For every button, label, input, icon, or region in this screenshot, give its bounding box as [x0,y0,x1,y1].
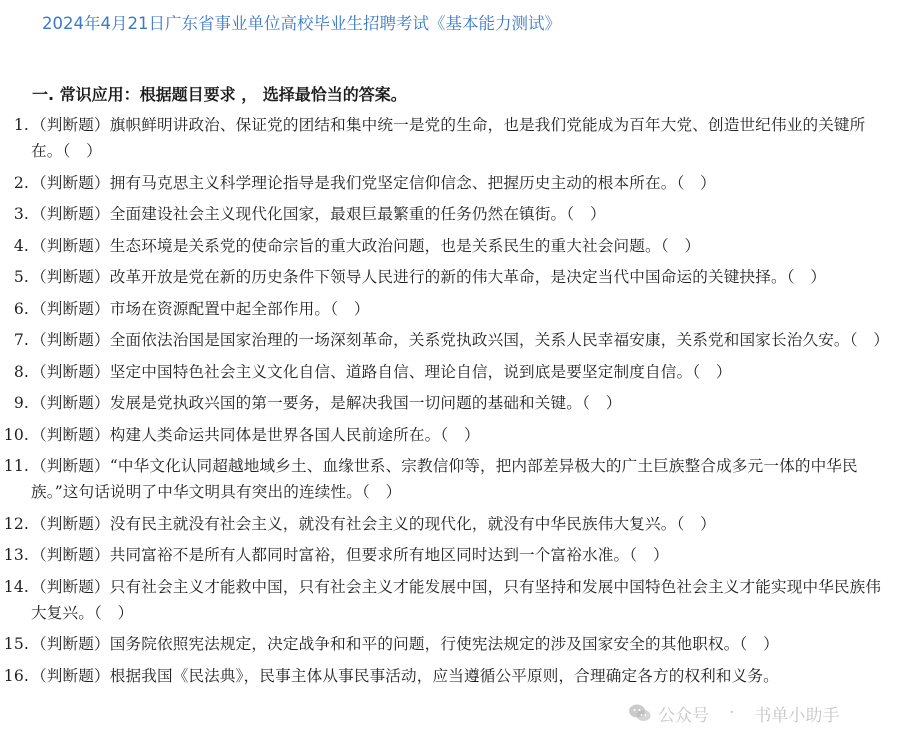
question-item [0,422,890,448]
question-number: 9. [13,394,29,412]
question-number: 3. [13,205,29,223]
question-number: 10. [3,425,29,444]
question-number: 14. [3,577,29,596]
question-text: （判断题）生态环境是关系党的使命宗旨的重大政治问题，也是关系民生的重大社会问题。（ ） [31,236,701,255]
wechat-icon [628,703,652,723]
question-text: （判断题）改革开放是党在新的历史条件下领导人民进行的新的伟大革命，是决定当代中国命运的关键抉择。（ ） [31,268,827,286]
question-number: 13. [3,546,29,564]
question-number: 4. [13,236,29,255]
question-item [0,170,890,196]
question-text: （判断题）坚定中国特色社会主义文化自信、道路自信、理论自信，说到底是要坚定制度自信。（ ） [31,362,732,381]
question-text: （判断题）旗帜鲜明讲政治、保证党的团结和集中统一是党的生命，也是我们党能成为百年大党、创造世纪伟业的关键所在。（ ） [31,116,866,160]
watermark [628,698,839,728]
question-text: （判断题）没有民主就没有社会主义，就没有社会主义的现代化，就没有中华民族伟大复兴。（ ） [31,514,716,533]
document-title: 2024年4月21日广东省事业单位高校毕业生招聘考试《基本能力测试》 [42,14,561,33]
question-text: （判断题）全面依法治国是国家治理的一场深刻革命，关系党执政兴国，关系人民幸福安康，关系党和国家长治久安。（ ） [31,331,890,349]
question-text: （判断题）根据我国《民法典》，民事主体从事民事活动，应当遵循公平原则，合理确定各方的权利和义务。 [31,666,779,685]
question-number: 1. [13,116,29,134]
question-text: （判断题）全面建设社会主义现代化国家，最艰巨最繁重的任务仍然在镇街。（ ） [31,205,606,223]
question-number: 11. [3,457,29,475]
question-item [0,511,890,537]
question-item [0,296,890,322]
watermark-separator: · [729,703,735,723]
question-text: （判断题）共同富裕不是所有人都同时富裕，但要求所有地区同时达到一个富裕水准。（ ） [31,546,669,564]
question-text: （判断题）“中华文化认同超越地域乡土、血缘世系、宗教信仰等，把内部差异极大的广土巨族整合成多元一体的中华民族。”这句话说明了中华文明具有突出的连续性。（ ） [31,457,858,501]
question-item [0,542,890,568]
question-item [0,233,890,259]
question-item [0,390,890,416]
question-text: （判断题）发展是党执政兴国的第一要务，是解决我国一切问题的基础和关键。（ ） [31,394,622,412]
question-text: （判断题）市场在资源配置中起全部作用。（ ） [31,299,370,318]
question-text: （判断题）拥有马克思主义科学理论指导是我们党坚定信仰信念、把握历史主动的根本所在。（ ） [31,173,716,192]
question-number: 16. [3,666,29,685]
question-text: （判断题）构建人类命运共同体是世界各国人民前途所在。（ ） [31,425,480,444]
question-text: （判断题）只有社会主义才能救中国，只有社会主义才能发展中国，只有坚持和发展中国特色社会主义才能实现中华民族伟大复兴。（ ） [31,577,882,622]
watermark-right-text: 书单小助手 [754,705,840,726]
watermark-left-text: 公众号 [658,705,709,726]
question-number: 8. [13,362,29,381]
section-heading: 一. 常识应用：根据题目要求 ， 选择最恰当的答案。 [32,85,407,104]
question-number: 6. [13,299,29,318]
question-list [0,112,890,694]
question-number: 12. [3,514,29,533]
question-item [0,453,890,505]
question-item [0,264,890,290]
question-item [0,327,890,353]
question-item [0,359,890,385]
question-number: 5. [13,268,29,286]
question-item [0,574,890,626]
question-number: 7. [13,331,29,349]
question-item [0,631,890,657]
question-text: （判断题）国务院依照宪法规定，决定战争和和平的问题，行使宪法规定的涉及国家安全的其他职权。（ ） [31,635,779,653]
question-number: 2. [13,173,29,192]
question-number: 15. [3,635,29,653]
question-item [0,201,890,227]
question-item [0,663,890,689]
question-item [0,112,890,164]
